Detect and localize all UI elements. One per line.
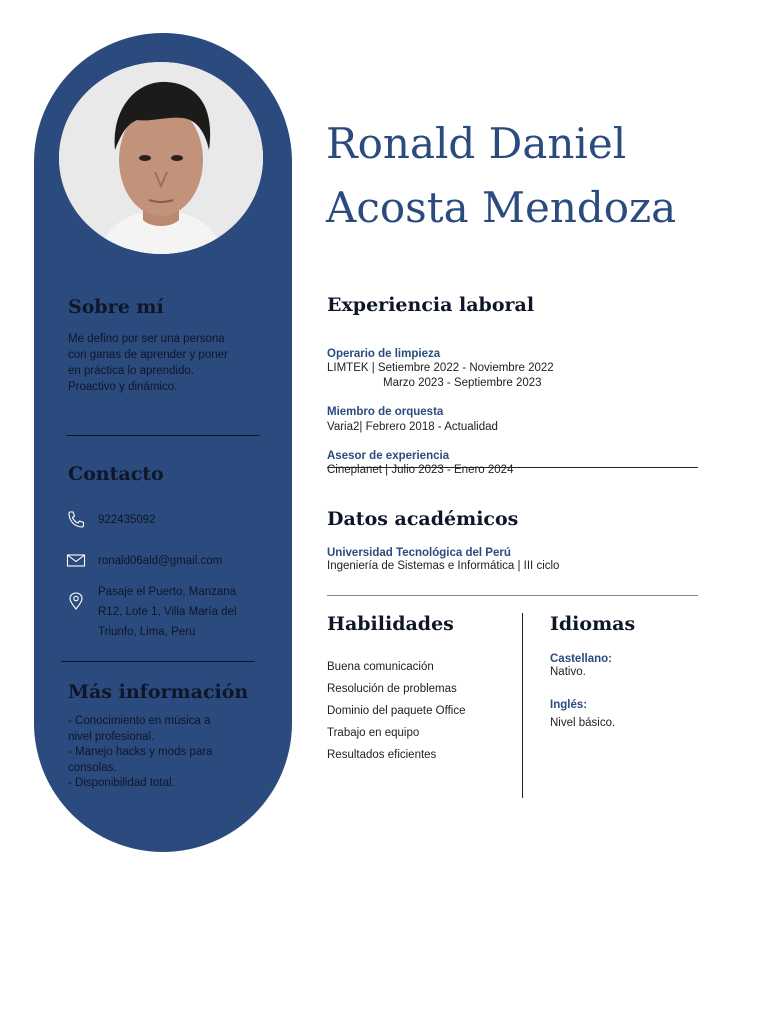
about-line: Proactivo y dinámico. <box>68 381 178 393</box>
column-divider <box>522 613 523 798</box>
more-info-line: - Conocimiento en música a <box>68 715 211 727</box>
skill-item: Trabajo en equipo <box>327 727 420 739</box>
job-title: Miembro de orquesta <box>327 406 444 418</box>
address-line: Pasaje el Puerto, Manzana <box>98 586 237 598</box>
sidebar-divider <box>61 661 255 662</box>
about-line: Me defino por ser una persona <box>68 333 225 345</box>
job-detail: Cineplanet | Julio 2023 - Enero 2024 <box>327 464 514 476</box>
name-line: Ronald Daniel <box>326 119 627 168</box>
experience-underline <box>327 467 698 468</box>
more-info-line: nivel profesional. <box>68 730 155 743</box>
address-line: R12, Lote 1, Villa María del <box>98 606 237 618</box>
location-pin-icon <box>66 592 86 610</box>
contact-phone <box>66 510 156 530</box>
about-title: Sobre mí <box>68 296 164 318</box>
experience-title: Experiencia laboral <box>327 294 535 316</box>
about-line: con ganas de aprender y poner <box>68 349 228 361</box>
about-line: en práctica lo aprendido. <box>68 365 194 377</box>
contact-title: Contacto <box>68 463 164 485</box>
profile-photo <box>59 62 263 254</box>
more-info-line: consolas. <box>68 761 117 774</box>
skill-item: Buena comunicación <box>327 661 434 673</box>
education-title: Datos académicos <box>327 508 519 530</box>
language-level: Nivel básico. <box>550 717 616 729</box>
skills-title: Habilidades <box>327 613 454 635</box>
skill-item: Dominio del paquete Office <box>327 705 466 717</box>
contact-email <box>66 551 222 571</box>
language-level: Nativo. <box>550 666 586 678</box>
phone-icon <box>66 510 86 528</box>
profile-photo-image <box>59 62 263 254</box>
skill-item: Resolución de problemas <box>327 683 457 695</box>
language-name: Inglés: <box>550 699 588 711</box>
school-name: Universidad Tecnológica del Perú <box>327 547 511 559</box>
more-info-line: - Disponibilidad total. <box>68 777 175 789</box>
mail-icon <box>66 551 86 569</box>
section-divider <box>327 595 698 596</box>
about-text <box>68 331 228 395</box>
name-line: Acosta Mendoza <box>326 183 677 232</box>
education-detail: Ingeniería de Sistemas e Informática | III ciclo <box>327 560 560 572</box>
more-info-line: - Manejo hacks y mods para <box>68 746 213 758</box>
language-name: Castellano: <box>550 653 612 665</box>
job-title: Asesor de experiencia <box>327 450 450 462</box>
more-info-text <box>68 714 212 792</box>
job-detail: Marzo 2023 - Septiembre 2023 <box>383 377 542 389</box>
address-line: Triunfo, Lima, Peru <box>98 626 196 638</box>
job-detail: Varia2| Febrero 2018 - Actualidad <box>327 421 498 433</box>
phone-number[interactable]: 922435092 <box>98 514 156 526</box>
skills-list <box>327 656 466 766</box>
more-info-title: Más información <box>68 681 249 703</box>
address-text <box>98 582 237 642</box>
job-detail: LIMTEK | Setiembre 2022 - Noviembre 2022 <box>327 362 554 374</box>
sidebar-divider <box>66 435 260 436</box>
job-title: Operario de limpieza <box>327 348 441 360</box>
full-name <box>326 112 676 240</box>
contact-address <box>66 582 237 642</box>
email-address[interactable]: ronald06ald@gmail.com <box>98 555 223 567</box>
languages-title: Idiomas <box>550 613 636 635</box>
skill-item: Resultados eficientes <box>327 749 437 761</box>
